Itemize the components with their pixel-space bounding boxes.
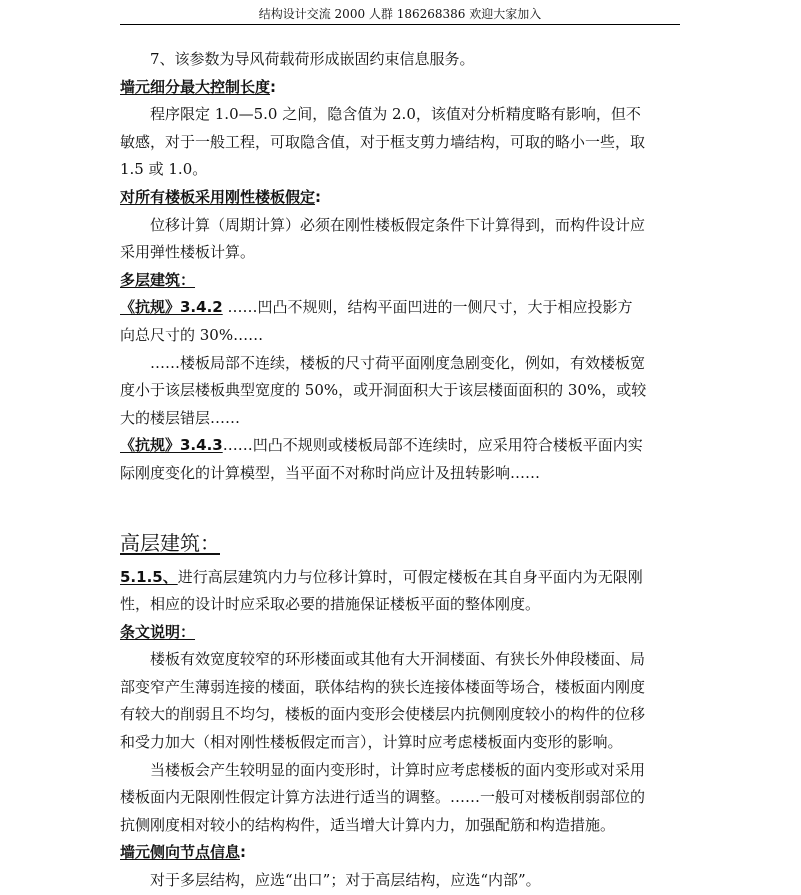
section-heading-wall-lateral-node [120, 839, 680, 867]
paragraph-line: 1.5 或 1.0。 [120, 160, 208, 179]
paragraph-line: 当楼板会产生较明显的面内变形时，计算时应考虑楼板的面内变形或对采用 [150, 760, 646, 779]
paragraph-line: 度小于该层楼板典型宽度的 50%，或开洞面积大于该层楼面面积的 30%，或较 [120, 381, 647, 400]
section-heading-rigid-slab [120, 184, 680, 212]
ref-text: ……凹凸不规则，结构平面凹进的一侧尺寸，大于相应投影方 [222, 298, 633, 317]
paragraph-line: 际刚度变化的计算模型，当平面不对称时尚应计及扭转影响…… [120, 463, 541, 482]
section-heading-commentary [120, 619, 680, 647]
heading-text: 多层建筑： [120, 270, 196, 289]
paragraph-line: 向总尺寸的 30%…… [120, 325, 264, 344]
section-heading-wall-element-length [120, 74, 680, 102]
heading-text: 条文说明： [120, 622, 196, 641]
page-header: 结构设计交流 2000 人群 186268386 欢迎大家加入 [120, 6, 680, 25]
heading-text: 墙元细分最大控制长度 [120, 77, 271, 96]
paragraph-line: 有较大的削弱且不均匀，楼板的面内变形会使楼层内抗侧刚度较小的构件的位移 [120, 705, 646, 724]
heading-text: 墙元侧向节点信息 [120, 843, 241, 862]
document-body [120, 46, 680, 895]
paragraph-line: 大的楼层错层…… [120, 408, 241, 427]
paragraph-line: 敏感，对于一般工程，可取隐含值，对于框支剪力墙结构，可取的略小一些，取 [120, 132, 646, 151]
code-reference: 《抗规》3.4.3 [120, 436, 223, 455]
paragraph-line: 和受力加大（相对刚性楼板假定而言），计算时应考虑楼板面内变形的影响。 [120, 733, 623, 752]
code-ref-line [120, 564, 680, 592]
paragraph-line: 楼板有效宽度较窄的环形楼面或其他有大开洞楼面、有狭长外伸段楼面、局 [150, 650, 646, 669]
code-ref-line [120, 294, 680, 322]
paragraph-line: 抗侧刚度相对较小的结构构件，适当增大计算内力，加强配筋和构造措施。 [120, 815, 616, 834]
paragraph-line: 楼板面内无限刚性假定计算方法进行适当的调整。……一般可对楼板削弱部位的 [120, 788, 646, 807]
ref-text: ……凹凸不规则或楼板局部不连续时，应采用符合楼板平面内实 [222, 436, 643, 455]
code-ref-line [120, 432, 680, 460]
paragraph-line: 采用弹性楼板计算。 [120, 243, 256, 262]
paragraph-line: 程序限定 1.0—5.0 之间，隐含值为 2.0，该值对分析精度略有影响，但不 [150, 105, 641, 124]
section-heading-highrise: 高层建筑： [120, 530, 220, 555]
paragraph-line: 对于多层结构，应选“出口”；对于高层结构，应选“内部”。 [150, 871, 541, 890]
code-reference: 5.1.5、 [120, 567, 178, 586]
paragraph-line: 部变窄产生薄弱连接的楼面，联体结构的狭长连接体楼面等场合，楼板面内刚度 [120, 677, 646, 696]
heading-colon: : [315, 187, 322, 206]
code-reference: 《抗规》3.4.2 [120, 298, 223, 317]
ref-text: 进行高层建筑内力与位移计算时，可假定楼板在其自身平面内为无限刚 [177, 567, 643, 586]
heading-text: 对所有楼板采用刚性楼板假定 [120, 187, 316, 206]
heading-colon: : [270, 77, 277, 96]
heading-colon: : [240, 843, 247, 862]
paragraph-item7: 7、该参数为导风荷载荷形成嵌固约束信息服务。 [150, 50, 475, 68]
paragraph-line: ……楼板局部不连续，楼板的尺寸荷平面刚度急剧变化，例如，有效楼板宽 [150, 353, 646, 372]
paragraph-line: 位移计算（周期计算）必须在刚性楼板假定条件下计算得到，而构件设计应 [150, 215, 646, 234]
paragraph-line: 性，相应的设计时应采取必要的措施保证楼板平面的整体刚度。 [120, 595, 541, 614]
section-heading-multistory [120, 267, 680, 295]
